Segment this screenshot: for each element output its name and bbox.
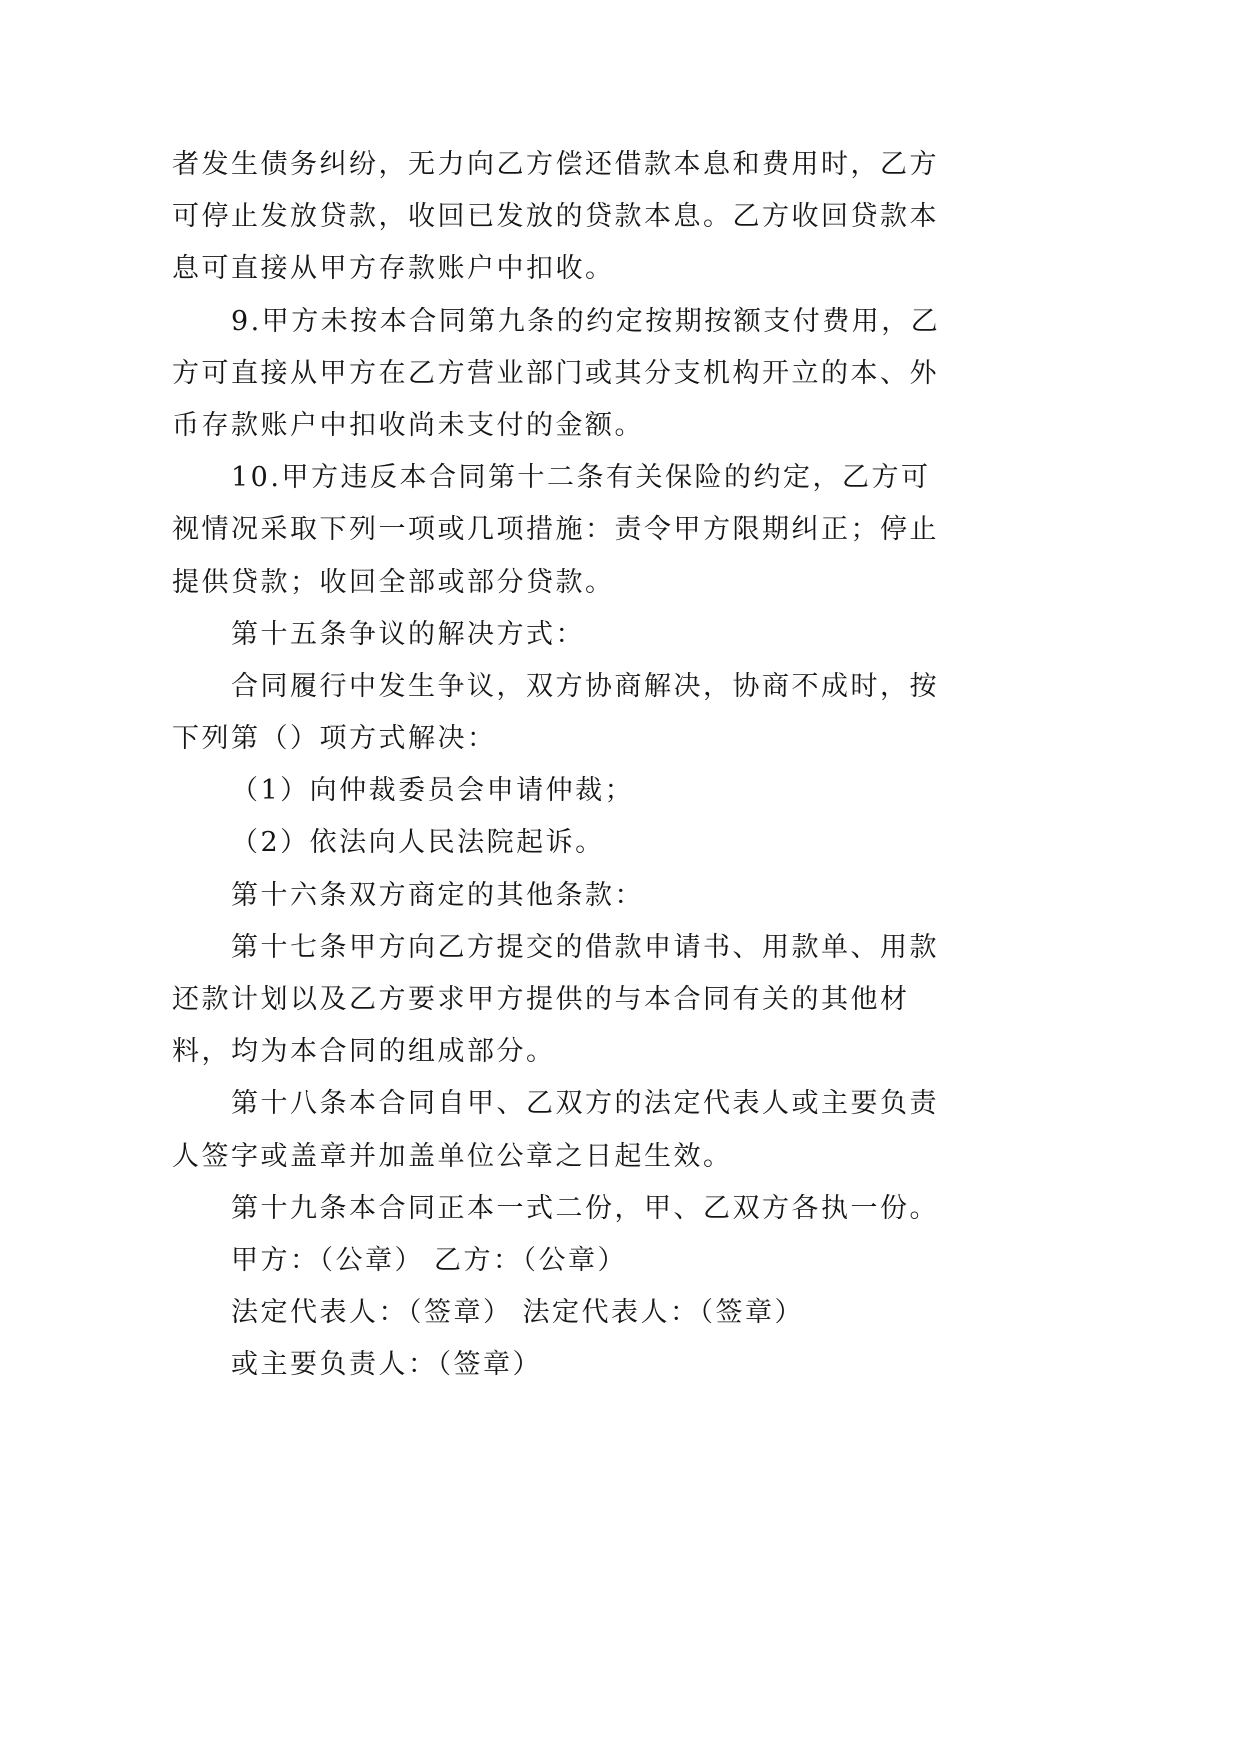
paragraph-line: 第十八条本合同自甲、乙双方的法定代表人或主要负责 [231,1088,939,1120]
option-arbitration [172,765,992,817]
paragraph-line: 第十九条本合同正本一式二份，甲、乙双方各执一份。 [231,1192,939,1224]
paragraph-item-9 [172,296,992,453]
paragraph-line: 第十七条甲方向乙方提交的借款申请书、用款单、用款 [231,931,939,963]
paragraph-line: 合同履行中发生争议，双方协商解决，协商不成时，按 [231,670,939,702]
paragraph-line: 方可直接从甲方在乙方营业部门或其分支机构开立的本、外 [172,357,939,389]
paragraph-line: 第十六条双方商定的其他条款： [231,879,644,911]
article-15-body [172,661,992,765]
signature-block [172,1235,992,1392]
paragraph-continuation [172,139,992,296]
paragraph-line: 息可直接从甲方存款账户中扣收。 [172,253,615,285]
party-a-legal-rep-label: 法定代表人：（签章） [231,1297,513,1329]
document-page [172,139,992,1392]
paragraph-line: 人签字或盖章并加盖单位公章之日起生效。 [172,1140,733,1172]
paragraph-line: 视情况采取下列一项或几项措施：责令甲方限期纠正；停止 [172,514,939,546]
article-16 [172,870,992,922]
party-b-legal-rep-label: 法定代表人：（签章） [522,1297,804,1329]
option-litigation [172,817,992,869]
paragraph-line: 提供贷款；收回全部或部分贷款。 [172,566,615,598]
paragraph-line: 料，均为本合同的组成部分。 [172,1036,556,1068]
paragraph-item-10 [172,452,992,609]
party-a-seal-label: 甲方：（公章） [231,1244,424,1276]
article-17 [172,922,992,1079]
paragraph-line: （1）向仲裁委员会申请仲裁； [231,775,635,807]
paragraph-line: （2）依法向人民法院起诉。 [231,827,605,859]
signature-line-principal [172,1339,992,1391]
signature-line-seal [172,1235,992,1287]
paragraph-line: 可停止发放贷款，收回已发放的贷款本息。乙方收回贷款本 [172,201,939,233]
article-19 [172,1183,992,1235]
article-18 [172,1078,992,1182]
paragraph-line: 还款计划以及乙方要求甲方提供的与本合同有关的其他材 [172,984,910,1015]
signature-line-legal-rep [172,1287,992,1339]
paragraph-line: 第十五条争议的解决方式： [231,618,585,650]
paragraph-line: 者发生债务纠纷，无力向乙方偿还借款本息和费用时，乙方 [172,149,939,180]
party-a-principal-label: 或主要负责人：（签章） [231,1349,542,1381]
paragraph-line: 下列第（）项方式解决： [172,723,497,755]
article-15-heading [172,609,992,661]
paragraph-line: 10.甲方违反本合同第十二条有关保险的约定，乙方可 [231,462,931,494]
party-b-seal-label: 乙方：（公章） [434,1244,627,1276]
paragraph-line: 币存款账户中扣收尚未支付的金额。 [172,409,644,441]
paragraph-line: 9.甲方未按本合同第九条的约定按期按额支付费用，乙 [231,305,941,337]
